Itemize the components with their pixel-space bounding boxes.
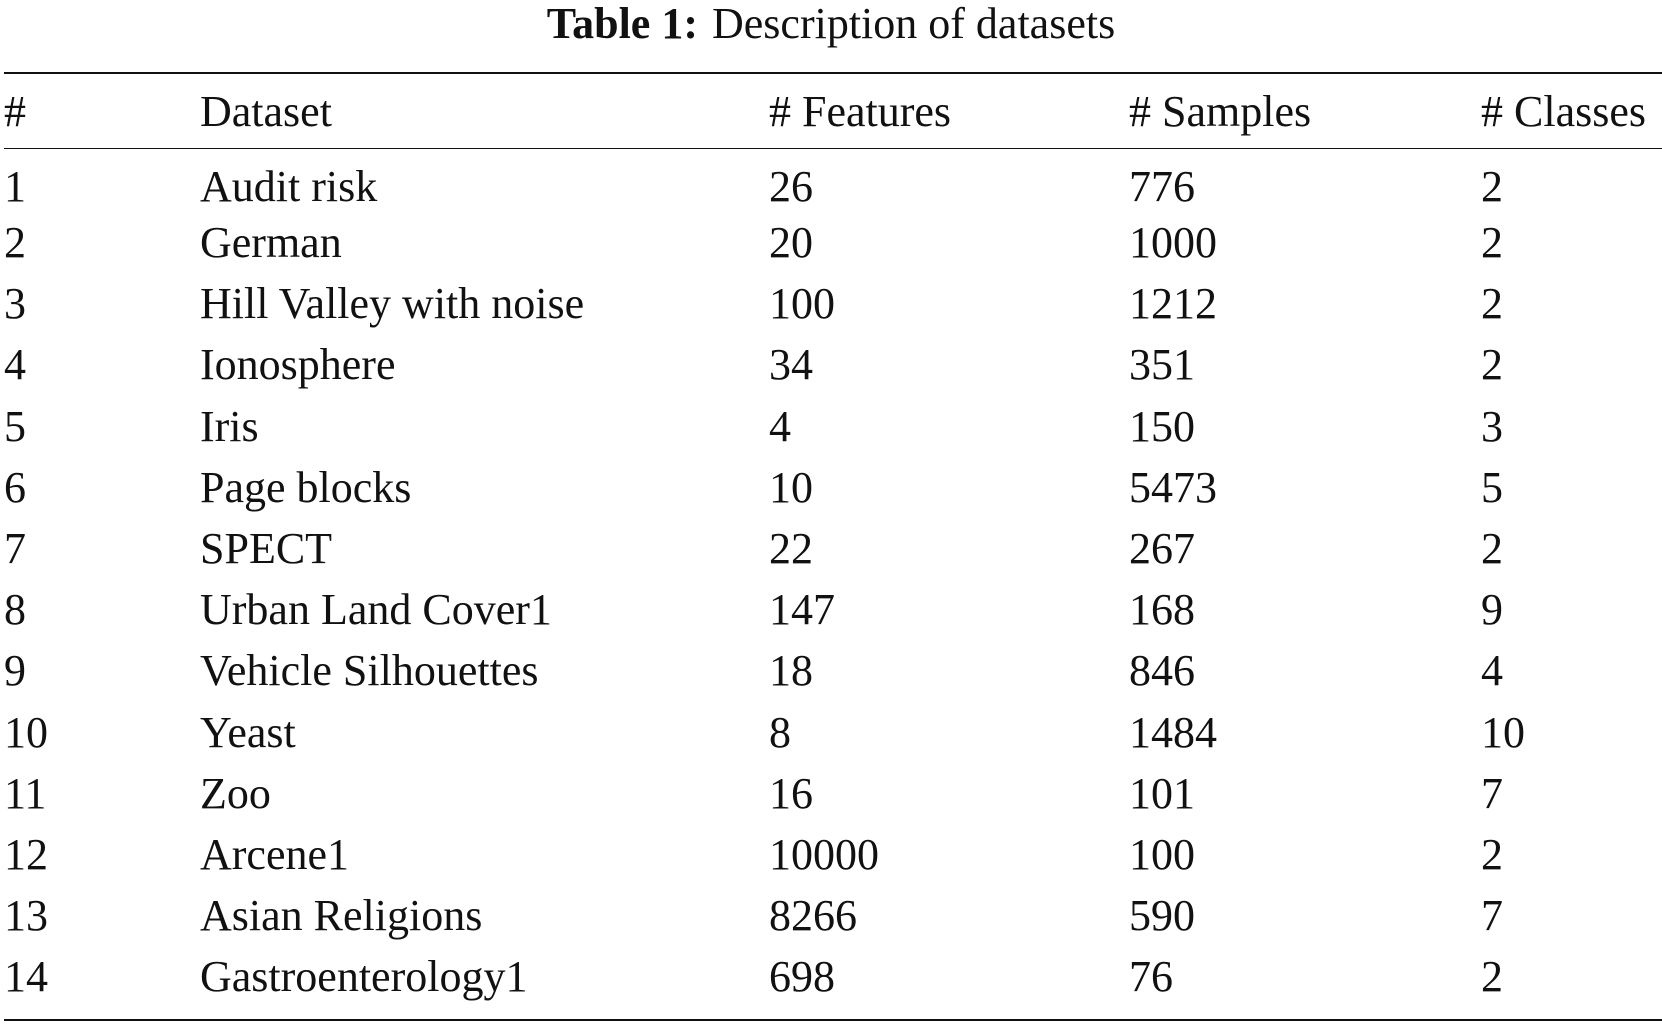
features-cell: 34 xyxy=(769,340,813,390)
header-features: # Features xyxy=(769,87,952,136)
dataset-name-cell: Asian Religions xyxy=(200,891,483,941)
classes-cell: 2 xyxy=(1481,162,1503,211)
samples-cell: 776 xyxy=(1129,162,1195,211)
samples-cell: 1484 xyxy=(1129,707,1217,757)
row-number-cell: 13 xyxy=(4,891,48,941)
header-dataset: Dataset xyxy=(200,87,332,136)
features-cell: 22 xyxy=(769,524,813,574)
samples-cell: 76 xyxy=(1129,952,1173,1002)
dataset-name-cell: Audit risk xyxy=(200,162,378,211)
classes-cell: 7 xyxy=(1481,891,1503,941)
row-number-cell: 3 xyxy=(4,279,26,329)
samples-cell: 5473 xyxy=(1129,462,1217,512)
header-samples: # Samples xyxy=(1129,87,1312,136)
dataset-name-cell: Arcene1 xyxy=(200,829,350,879)
samples-cell: 1212 xyxy=(1129,279,1217,329)
dataset-name-cell: Urban Land Cover1 xyxy=(200,585,552,635)
header-number: # xyxy=(4,87,26,136)
features-cell: 8266 xyxy=(769,891,857,941)
classes-cell: 2 xyxy=(1481,218,1503,268)
row-number-cell: 1 xyxy=(4,162,26,211)
row-number-cell: 12 xyxy=(4,829,48,879)
classes-cell: 2 xyxy=(1481,340,1503,390)
row-number-cell: 14 xyxy=(4,952,48,1002)
features-cell: 16 xyxy=(769,768,813,818)
table-caption-text: Description of datasets xyxy=(711,0,1116,48)
features-cell: 147 xyxy=(769,585,835,635)
bottom-rule xyxy=(4,1019,1662,1021)
samples-cell: 1000 xyxy=(1129,218,1217,268)
samples-cell: 846 xyxy=(1129,646,1195,696)
table-row xyxy=(4,824,1662,885)
classes-cell: 4 xyxy=(1481,646,1503,696)
classes-cell: 3 xyxy=(1481,401,1503,451)
dataset-name-cell: Page blocks xyxy=(200,462,412,512)
classes-cell: 5 xyxy=(1481,462,1503,512)
dataset-name-cell: Zoo xyxy=(200,768,271,818)
table-row xyxy=(4,518,1662,579)
dataset-name-cell: Hill Valley with noise xyxy=(200,279,585,329)
table-caption xyxy=(0,0,1662,48)
features-cell: 100 xyxy=(769,279,835,329)
table-row xyxy=(4,702,1662,763)
samples-cell: 101 xyxy=(1129,768,1195,818)
row-number-cell: 10 xyxy=(4,707,48,757)
classes-cell: 2 xyxy=(1481,829,1503,879)
table-header-row xyxy=(4,74,1662,149)
table-row xyxy=(4,149,1662,212)
row-number-cell: 6 xyxy=(4,462,26,512)
features-cell: 698 xyxy=(769,952,835,1002)
classes-cell: 2 xyxy=(1481,524,1503,574)
samples-cell: 590 xyxy=(1129,891,1195,941)
row-number-cell: 5 xyxy=(4,401,26,451)
dataset-name-cell: Vehicle Silhouettes xyxy=(200,646,539,696)
table-row xyxy=(4,885,1662,946)
row-number-cell: 7 xyxy=(4,524,26,574)
dataset-name-cell: Ionosphere xyxy=(200,340,396,390)
features-cell: 18 xyxy=(769,646,813,696)
samples-cell: 168 xyxy=(1129,585,1195,635)
features-cell: 10000 xyxy=(769,829,879,879)
dataset-name-cell: German xyxy=(200,218,342,268)
features-cell: 26 xyxy=(769,162,813,211)
classes-cell: 10 xyxy=(1481,707,1525,757)
table-row xyxy=(4,396,1662,457)
table-row xyxy=(4,579,1662,640)
table-row xyxy=(4,212,1662,273)
samples-cell: 100 xyxy=(1129,829,1195,879)
table-caption-label: Table 1: xyxy=(546,0,698,48)
classes-cell: 2 xyxy=(1481,279,1503,329)
samples-cell: 267 xyxy=(1129,524,1195,574)
dataset-name-cell: Yeast xyxy=(200,707,296,757)
table-row xyxy=(4,763,1662,824)
features-cell: 10 xyxy=(769,462,813,512)
dataset-name-cell: SPECT xyxy=(200,524,333,574)
row-number-cell: 4 xyxy=(4,340,26,390)
classes-cell: 7 xyxy=(1481,768,1503,818)
dataset-name-cell: Gastroenterology1 xyxy=(200,952,528,1002)
table-row xyxy=(4,946,1662,1007)
table-row xyxy=(4,457,1662,518)
table-row xyxy=(4,334,1662,395)
dataset-name-cell: Iris xyxy=(200,401,259,451)
samples-cell: 150 xyxy=(1129,401,1195,451)
row-number-cell: 11 xyxy=(4,768,47,818)
datasets-table xyxy=(4,74,1662,1007)
table-row xyxy=(4,273,1662,334)
header-classes: # Classes xyxy=(1481,87,1646,136)
classes-cell: 2 xyxy=(1481,952,1503,1002)
features-cell: 4 xyxy=(769,401,791,451)
row-number-cell: 2 xyxy=(4,218,26,268)
classes-cell: 9 xyxy=(1481,585,1503,635)
row-number-cell: 8 xyxy=(4,585,26,635)
samples-cell: 351 xyxy=(1129,340,1195,390)
features-cell: 8 xyxy=(769,707,791,757)
row-number-cell: 9 xyxy=(4,646,26,696)
features-cell: 20 xyxy=(769,218,813,268)
table-body xyxy=(4,149,1662,1007)
table-row xyxy=(4,640,1662,701)
